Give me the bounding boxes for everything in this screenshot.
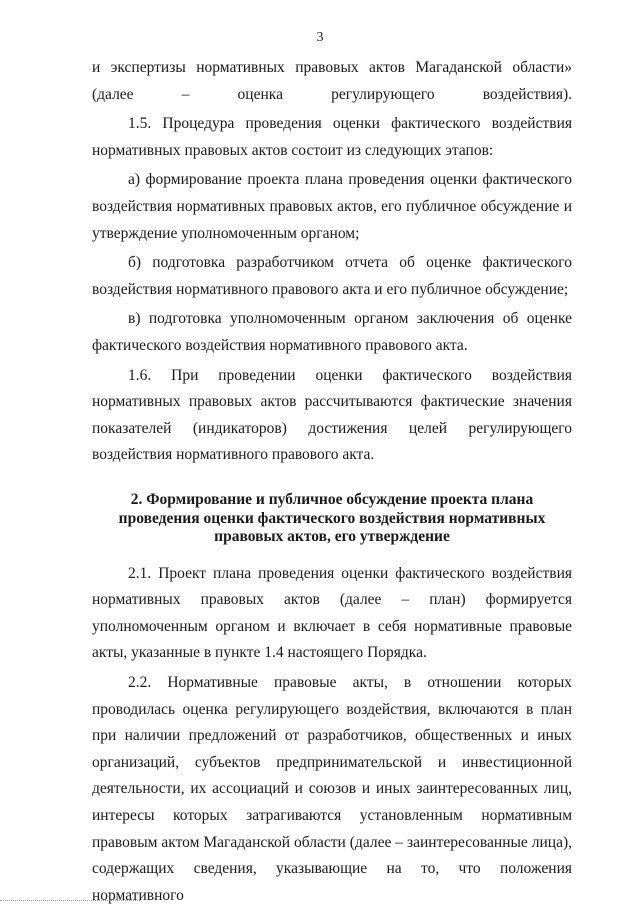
paragraph-1-6: 1.6. При проведении оценки фактического воздействия нормативных правовых актов рассчитываются фактические значения показателей (индикаторов) достижения целей регулирующего воздействия нормативного правового акта. bbox=[92, 366, 572, 464]
paragraph-2-1: 2.1. Проект плана проведения оценки фактического воздействия нормативных правовых актов (далее – план) формируется уполномоченным органом и включает в себя нормативные правовые акты, указанные в пункте 1.4 настоящего Порядка. bbox=[92, 564, 572, 662]
paragraph-item-a: а) формирование проекта плана проведения оценки фактического воздействия нормативных правовых актов, его публичное обсуждение и утверждение уполномоченным органом; bbox=[92, 171, 572, 242]
section-heading: 2. Формирование и публичное обсуждение проекта плана проведения оценки фактического воздействия нормативных правовых актов, его утверждение bbox=[118, 490, 546, 546]
paragraph-1-5: 1.5. Процедура проведения оценки фактического воздействия нормативных правовых актов состоит из следующих этапов: bbox=[92, 115, 572, 159]
footer-divider bbox=[0, 900, 140, 901]
paragraph-item-v: в) подготовка уполномоченным органом заключения об оценке фактического воздействия нормативного правового акта. bbox=[92, 310, 572, 354]
paragraph-continuation: и экспертизы нормативных правовых актов Магаданской области» (далее – оценка регулирующего воздействия). bbox=[92, 59, 572, 103]
paragraph-2-2: 2.2. Нормативные правовые акты, в отношении которых проводилась оценка регулирующего воздействия, включаются в план при наличии предложений от разработчиков, общественных и иных организаций, субъектов предпринимательской и инвестиционной деятельности, их ассоциаций и союзов и иных заинтересованных лиц, интересы которых затрагиваются установленным нормативным правовым актом Магаданской области (далее – заинтересованные лица), содержащих сведения, указывающие на то, что положения нормативного bbox=[92, 674, 572, 904]
document-body bbox=[92, 55, 572, 909]
page-number: 3 bbox=[316, 30, 324, 45]
paragraph-item-b: б) подготовка разработчиком отчета об оценке фактического воздействия нормативного правового акта и его публичное обсуждение; bbox=[92, 254, 572, 298]
